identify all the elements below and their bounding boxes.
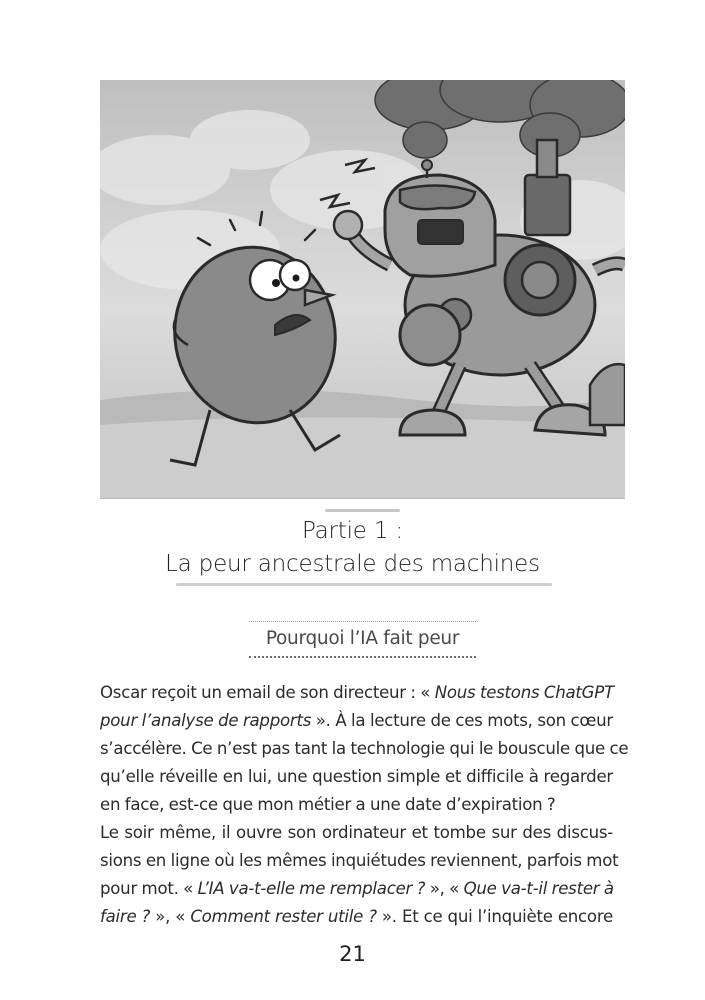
chapter-title: La peur ancestrale des machines: [165, 551, 540, 577]
text-line: pour mot. « L’IA va-t-elle me remplacer ? », « Que va-t-il rester à: [100, 879, 614, 898]
paragraph-1: [100, 679, 629, 819]
chapter-illustration: [100, 80, 625, 499]
text-line: Le soir même, il ouvre son ordinateur et tombe sur des discus-: [100, 823, 613, 842]
bird-and-robot-illustration: [100, 80, 625, 498]
part-label: Partie 1 :: [302, 518, 403, 544]
text-line: s’accélère. Ce n’est pas tant la technologie qui le bouscule que ce: [100, 739, 629, 758]
text-line: en face, est-ce que mon métier a une date d’expiration ?: [100, 795, 556, 814]
page-number: 21: [339, 942, 366, 966]
text-line: qu’elle réveille en lui, une question simple et difficile à regarder: [100, 767, 613, 786]
text-line: faire ? », « Comment rester utile ? ». Et ce qui l’inquiète encore: [100, 907, 613, 926]
section-heading: Pourquoi l’IA fait peur: [249, 621, 476, 658]
text-line: Oscar reçoit un email de son directeur : « Nous testons ChatGPT: [100, 683, 614, 702]
paragraph-2: [100, 819, 619, 931]
title-underline-divider: [176, 583, 552, 586]
text-line: sions en ligne où les mêmes inquiétudes reviennent, parfois mot: [100, 851, 619, 870]
text-line: pour l’analyse de rapports ». À la lecture de ces mots, son cœur: [100, 711, 613, 730]
image-shadow-bar: [325, 509, 400, 512]
